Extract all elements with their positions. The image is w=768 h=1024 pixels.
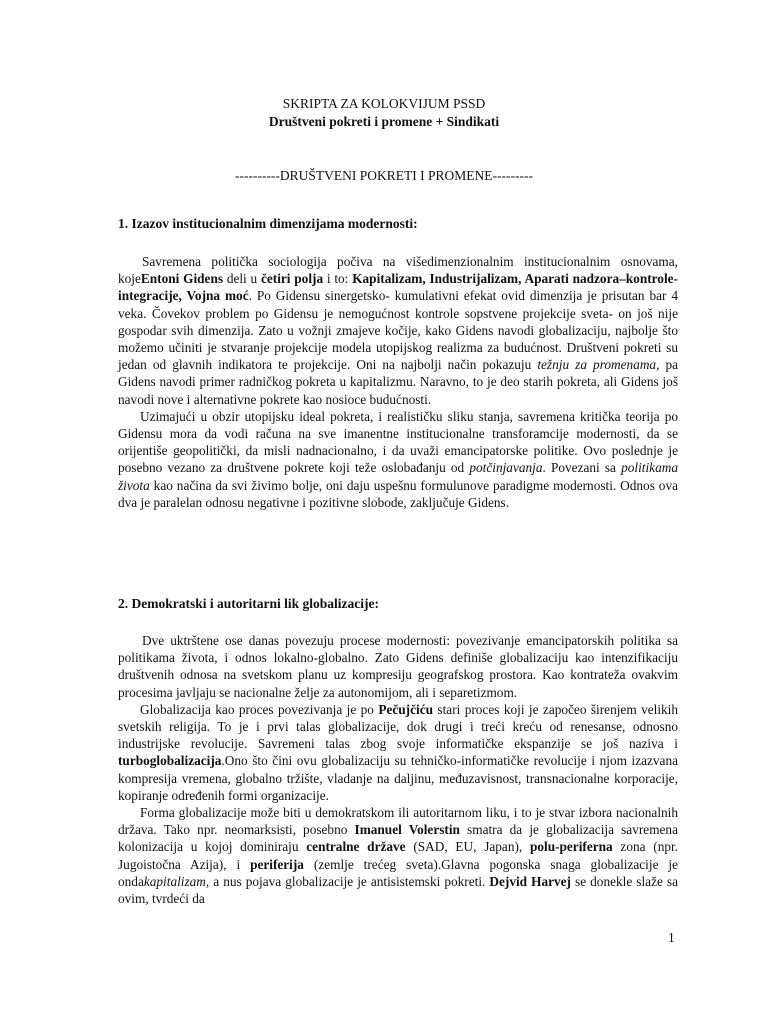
document-title: SKRIPTA ZA KOLOKVIJUM PSSD bbox=[282, 96, 486, 111]
text-run: Pečujčiću bbox=[378, 701, 434, 717]
section-heading: 2. Demokratski i autoritarni lik globalizacije: bbox=[118, 596, 379, 611]
text-run: Forma globalizacije može biti u demokratskom ili autoritarnom liku, i to je stvar izbora nacionalnih država. Tako npr. neomarksisti, posebno bbox=[118, 805, 678, 838]
text-run: Imanuel Volerstin bbox=[354, 822, 460, 838]
text-run: Kapitalizam, Industrijalizam, Aparati nadzora–kontrole-integracije, Vojna moć bbox=[118, 271, 678, 304]
paragraph bbox=[118, 701, 678, 804]
text-run: četiri polja bbox=[260, 271, 324, 287]
text-run: smatra da je globalizacija savremena kolonizacija u kojoj dominiraju bbox=[118, 822, 678, 855]
page-number: 1 bbox=[668, 930, 675, 945]
paragraph bbox=[118, 632, 678, 701]
section-body bbox=[118, 253, 678, 511]
text-run: Globalizacija kao proces povezivanja je po bbox=[140, 701, 379, 717]
text-run: centralne države bbox=[306, 839, 406, 855]
text-run: kapitalizam bbox=[143, 873, 206, 889]
text-run: Savremena politička sociologija počiva na višedimenzionalnim institucionalnim osnovama, koje bbox=[118, 254, 678, 287]
text-run: potčinjavanja bbox=[469, 460, 543, 476]
text-run: (SAD, EU, Japan), bbox=[405, 839, 530, 855]
text-run: polu-periferna bbox=[529, 839, 613, 855]
section-heading: 1. Izazov institucionalnim dimenzijama modernosti: bbox=[118, 216, 418, 231]
paragraph bbox=[118, 253, 678, 408]
section-title: ----------DRUŠTVENI POKRETI I PROMENE--------- bbox=[234, 168, 534, 183]
text-run: politikama života bbox=[118, 460, 678, 493]
text-run: kao načina da svi živimo bolje, oni daju uspešnu formulunove paradigme modernosti. Odnos ova dva je paralelan odnosu negativne i pozitivne slobode, zaključuje Gidens. bbox=[118, 477, 678, 510]
text-run: pa Gidens navodi primer radničkog pokreta u kapitalizmu. Naravno, to je deo starih pokreta, ali Gidens još navodi nove i alternativne pokrete kao nosioce budućnosti. bbox=[118, 357, 679, 407]
paragraph bbox=[118, 804, 678, 907]
text-run: zona (npr. Jugoistočna Azija), i bbox=[118, 839, 679, 872]
text-run: deli u bbox=[223, 271, 261, 287]
text-run: Entoni Gidens bbox=[140, 271, 224, 287]
document-subtitle: Društveni pokreti i promene + Sindikati bbox=[268, 114, 500, 129]
section-body bbox=[118, 632, 678, 907]
text-run: težnju za promenama, bbox=[537, 357, 660, 373]
text-run: turboglobalizacija bbox=[118, 753, 222, 769]
text-run: . Po Gidensu sinergetsko- kumulativni efekat ovid dimenzija je prisutan bar 4 veka. Čovekov problem po Gidensu je nemogućnost kontrole sopstvene projekcije sveta- on još nije gospodar svih dimenzija. Zato u vožnji zmajeve kočije, kako Gidens navodi globalizaciju, najbolje što možemo učiniti je stvaranje projekcije modela utopijskog realizma za budućnost. Društveni pokreti su jedan od glavnih indikatora te projekcije. Oni na najbolji način pokazuju bbox=[118, 288, 678, 373]
text-run: Dejvid Harvej bbox=[489, 873, 571, 889]
text-run: se donekle slaže sa ovim, tvrdeći da bbox=[118, 873, 678, 907]
text-run: stari proces koji je započeo širenjem velikih svetskih religija. To je i prvi talas globalizacije, dok drugi i treći kreću od renesanse, odnosno industrijske revolucije. Savremeni talas zbog svoje informatičke ekspanzije se još naziva i bbox=[118, 701, 679, 752]
text-run: Uzimajući u obzir utopijsku ideal pokreta, i realističku sliku stanja, savremena kritička teorija po Gidensu mora da vodi računa na sve imanentne institucionalne transforamcije modernosti, da se orijentiše geopolitički, da misli nadnacionalno, i da uvaži emancipatorske politike. Ovo poslednje je posebno vezano za društvene pokrete koji teže oslobađanju od bbox=[118, 408, 678, 476]
text-run: i to: bbox=[323, 271, 353, 287]
text-run: (zemlje trećeg sveta).Glavna pogonska snaga globalizacije je onda bbox=[118, 856, 678, 889]
text-run: periferija bbox=[250, 856, 304, 872]
text-run: . Povezani sa bbox=[542, 460, 622, 476]
paragraph bbox=[118, 408, 678, 511]
text-run: .Ono što čini ovu globalizaciju su tehničko-informatičke revolucije i njom izazvana kompresija vremena, globalno tržište, vladanje na daljinu, međuzavisnost, transnacionalne korporacije, kopiranje određenih formi organizacije. bbox=[118, 753, 678, 803]
text-run: , a nus pojava globalizacije je antisistemski pokreti. bbox=[205, 873, 490, 889]
text-run: Dve uktrštene ose danas povezuju procese modernosti: povezivanje emancipatorskih politika sa politikama života, i odnos lokalno-globalno. Zato Gidens definiše globalizaciju kao intenzifikaciju društvenih odnosa na svetskom planu uz kompresiju geografskog prostora. Kao kontrateža ovakvim procesima javljaju se nacionalne želje za autonomijom, ali i separetizmom. bbox=[118, 633, 678, 700]
